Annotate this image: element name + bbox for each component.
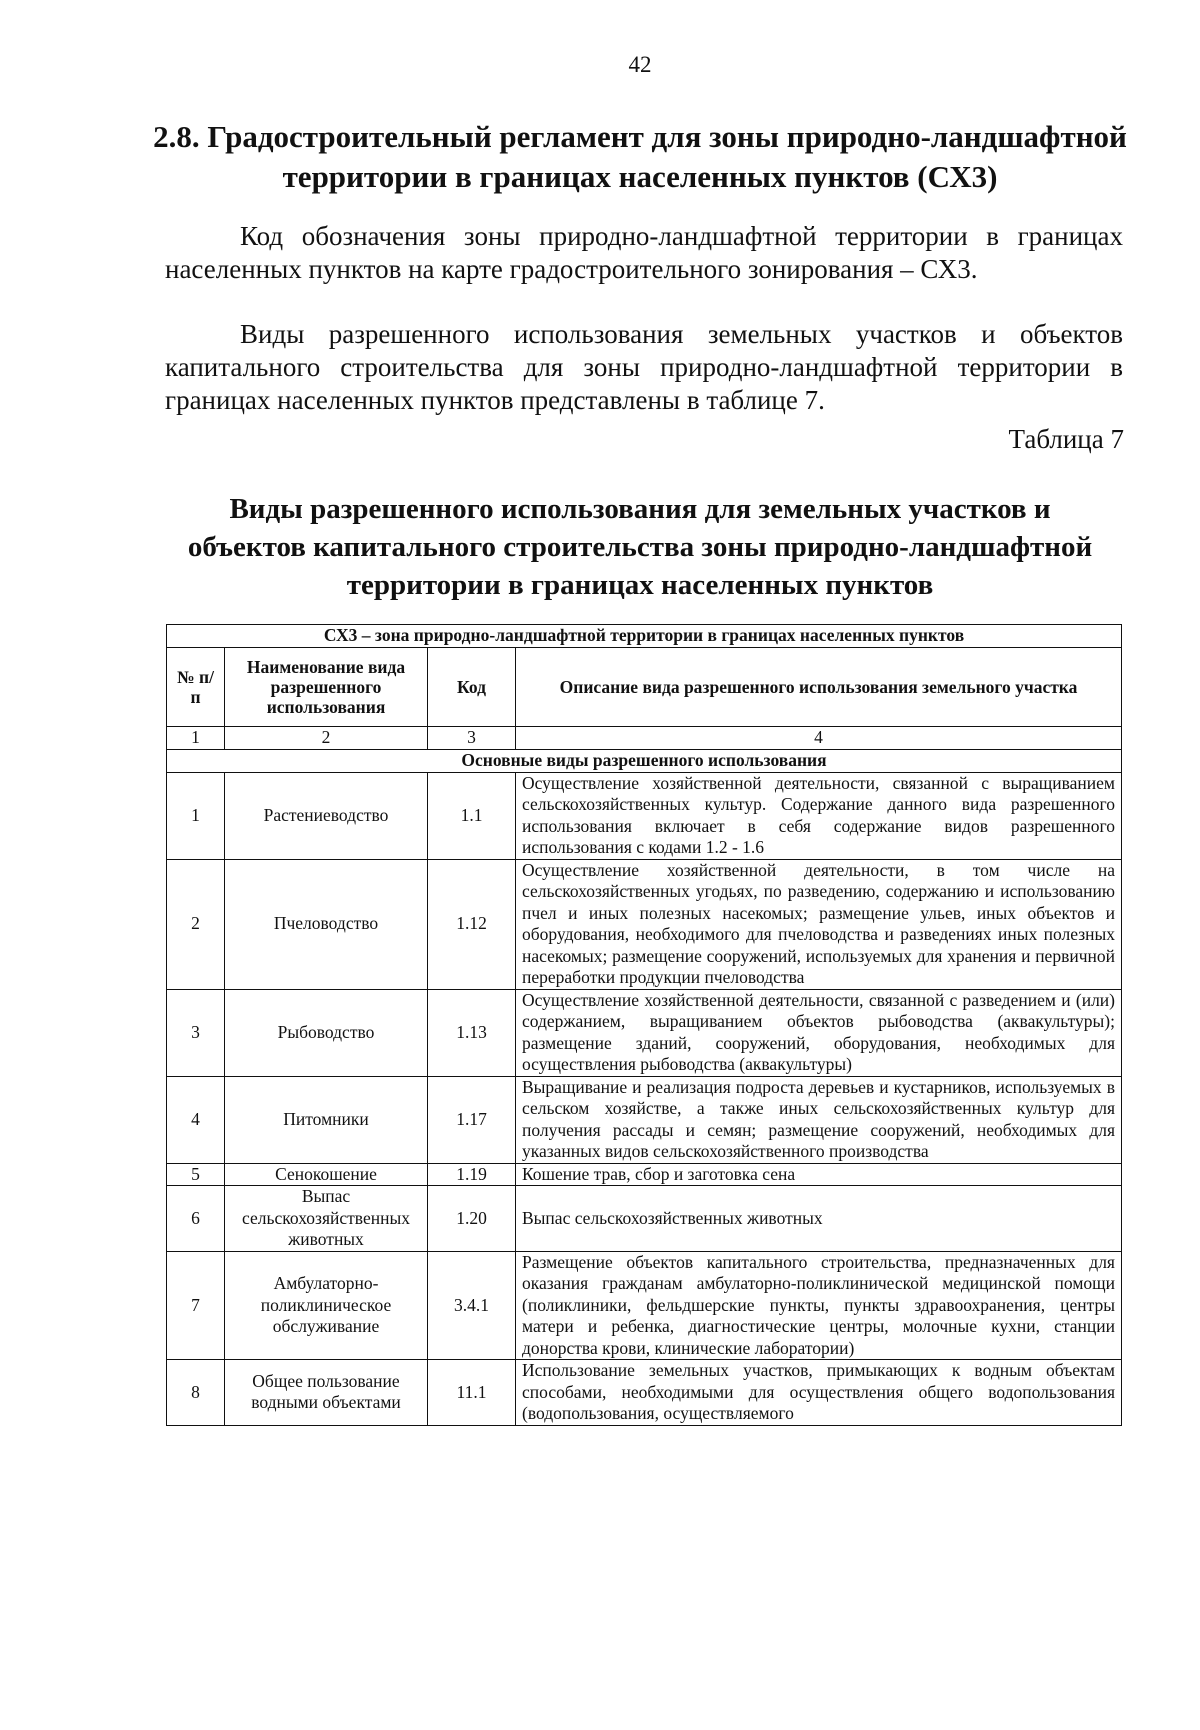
row-number: 3 (167, 989, 225, 1076)
row-description: Осуществление хозяйственной деятельности, связанной с выращиванием сельскохозяйственных культур. Содержание данного вида разрешенного использования включает в себя содержание видов разрешенного использования с кодами 1.2 - 1.6 (516, 772, 1122, 859)
table-row (167, 989, 1122, 1076)
table-row (167, 1163, 1122, 1186)
row-code: 1.19 (428, 1163, 516, 1186)
table-row (167, 859, 1122, 989)
zone-code-paragraph: Код обозначения зоны природно-ландшафтной территории в границах населенных пунктов на карте градостроительного зонирования – СХ3. (165, 221, 1123, 284)
row-code: 1.17 (428, 1076, 516, 1163)
permitted-uses-table (166, 624, 1122, 1426)
row-number: 8 (167, 1360, 225, 1426)
row-code: 3.4.1 (428, 1251, 516, 1360)
column-header-number: № п/п (167, 648, 225, 727)
column-header-name: Наименование вида разрешенного использования (225, 648, 428, 727)
zone-header: СХ3 – зона природно-ландшафтной территории в границах населенных пунктов (167, 625, 1122, 648)
row-name: Сенокошение (225, 1163, 428, 1186)
page-number: 42 (628, 52, 652, 77)
row-name: Питомники (225, 1076, 428, 1163)
row-code: 1.1 (428, 772, 516, 859)
column-header-code: Код (428, 648, 516, 727)
row-number: 5 (167, 1163, 225, 1186)
table-label: Таблица 7 (1008, 424, 1124, 454)
permitted-uses-paragraph: Виды разрешенного использования земельных участков и объектов капитального строительства для зоны природно-ландшафтной территории в границах населенных пунктов представлены в таблице 7. (165, 319, 1123, 415)
table-row (167, 1076, 1122, 1163)
column-number: 3 (428, 727, 516, 750)
row-description: Размещение объектов капитального строительства, предназначенных для оказания гражданам амбулаторно-поликлинической медицинской помощи (поликлиники, фельдшерские пункты, пункты здравоохранения, центры матери и ребенка, диагностические центры, молочные кухни, станции донорства крови, клинические лаборатории) (516, 1251, 1122, 1360)
row-description: Кошение трав, сбор и заготовка сена (516, 1163, 1122, 1186)
row-number: 1 (167, 772, 225, 859)
row-name: Общее пользование водными объектами (225, 1360, 428, 1426)
row-code: 1.13 (428, 989, 516, 1076)
section-title (150, 117, 1130, 197)
row-description: Выпас сельскохозяйственных животных (516, 1186, 1122, 1252)
row-description: Использование земельных участков, примыкающих к водным объектам способами, необходимыми для осуществления общего водопользования (водопользования, осуществляемого (516, 1360, 1122, 1426)
row-number: 7 (167, 1251, 225, 1360)
column-header-description: Описание вида разрешенного использования земельного участка (516, 648, 1122, 727)
section-title-line: 2.8. Градостроительный регламент для зоны природно-ландшафтной (153, 119, 1127, 154)
table-row (167, 1360, 1122, 1426)
table-title (150, 490, 1130, 604)
row-name: Рыбоводство (225, 989, 428, 1076)
column-number: 1 (167, 727, 225, 750)
row-code: 1.12 (428, 859, 516, 989)
row-number: 6 (167, 1186, 225, 1252)
row-name: Выпас сельскохозяйственных животных (225, 1186, 428, 1252)
table-row (167, 772, 1122, 859)
row-code: 11.1 (428, 1360, 516, 1426)
row-description: Выращивание и реализация подроста деревьев и кустарников, используемых в сельском хозяйстве, а также иных сельскохозяйственных культур для получения рассады и семян; размещение сооружений, необходимых для указанных видов сельскохозяйственного производства (516, 1076, 1122, 1163)
table-row (167, 1186, 1122, 1252)
row-name: Амбулаторно-поликлиническое обслуживание (225, 1251, 428, 1360)
row-number: 2 (167, 859, 225, 989)
row-name: Пчеловодство (225, 859, 428, 989)
row-description: Осуществление хозяйственной деятельности, в том числе на сельскохозяйственных угодьях, по разведению, содержанию и использованию пчел и иных полезных насекомых; размещение ульев, иных объектов и оборудования, необходимого для пчеловодства и разведениях иных полезных насекомых; размещение сооружений, используемых для хранения и первичной переработки продукции пчеловодства (516, 859, 1122, 989)
column-number: 4 (516, 727, 1122, 750)
row-number: 4 (167, 1076, 225, 1163)
table-title-line: территории в границах населенных пунктов (346, 569, 934, 601)
section-title-line: территории в границах населенных пунктов (СХ3) (282, 159, 998, 194)
table-title-line: объектов капитального строительства зоны природно-ландшафтной (187, 531, 1093, 563)
column-number: 2 (225, 727, 428, 750)
row-code: 1.20 (428, 1186, 516, 1252)
table-row (167, 1251, 1122, 1360)
row-description: Осуществление хозяйственной деятельности, связанной с разведением и (или) содержанием, выращиванием объектов рыбоводства (аквакультуры); размещение зданий, сооружений, оборудования, необходимых для осуществления рыбоводства (аквакультуры) (516, 989, 1122, 1076)
table-title-line: Виды разрешенного использования для земельных участков и (229, 493, 1051, 525)
row-name: Растениеводство (225, 772, 428, 859)
group-header: Основные виды разрешенного использования (167, 749, 1122, 772)
